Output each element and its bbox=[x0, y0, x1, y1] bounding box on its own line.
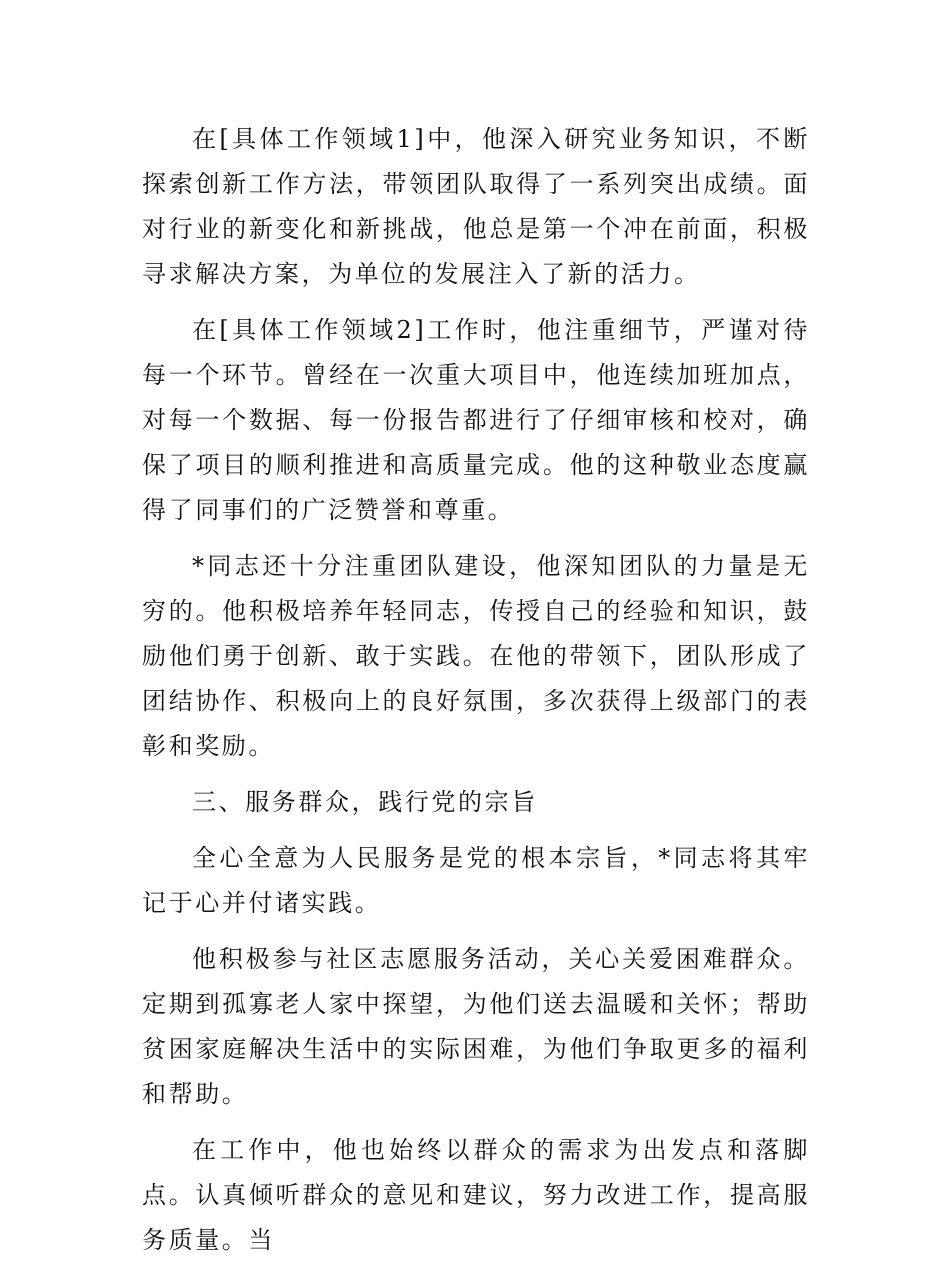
paragraph-work-area-2: 在[具体工作领域2]工作时，他注重细节，严谨对待每一个环节。曾经在一次重大项目中，他连续加班加点，对每一个数据、每一份报告都进行了仔细审核和校对，确保了项目的顺利推进和高质量完成。他的这种敬业态度赢得了同事们的广泛赞誉和尊重。 bbox=[142, 316, 810, 524]
section-heading-serve-masses: 三、服务群众，践行党的宗旨 bbox=[192, 788, 538, 816]
paragraph-masses-needs: 在工作中，他也始终以群众的需求为出发点和落脚点。认真倾听群众的意见和建议，努力改进工作，提高服务质量。当 bbox=[142, 1136, 810, 1254]
paragraph-work-area-1: 在[具体工作领域1]中，他深入研究业务知识，不断探索创新工作方法，带领团队取得了一系列突出成绩。面对行业的新变化和新挑战，他总是第一个冲在前面，积极寻求解决方案，为单位的发展注入了新的活力。 bbox=[142, 125, 810, 288]
paragraph-volunteer-service: 他积极参与社区志愿服务活动，关心关爱困难群众。定期到孤寡老人家中探望，为他们送去温暖和关怀；帮助贫困家庭解决生活中的实际困难，为他们争取更多的福利和帮助。 bbox=[142, 945, 810, 1108]
paragraph-team-building: *同志还十分注重团队建设，他深知团队的力量是无穷的。他积极培养年轻同志，传授自己的经验和知识，鼓励他们勇于创新、敢于实践。在他的带领下，团队形成了团结协作、积极向上的良好氛围，多次获得上级部门的表彰和奖励。 bbox=[142, 552, 810, 760]
paragraph-party-purpose: 全心全意为人民服务是党的根本宗旨，*同志将其牢记于心并付诸实践。 bbox=[142, 844, 810, 917]
document-body bbox=[142, 117, 810, 1274]
